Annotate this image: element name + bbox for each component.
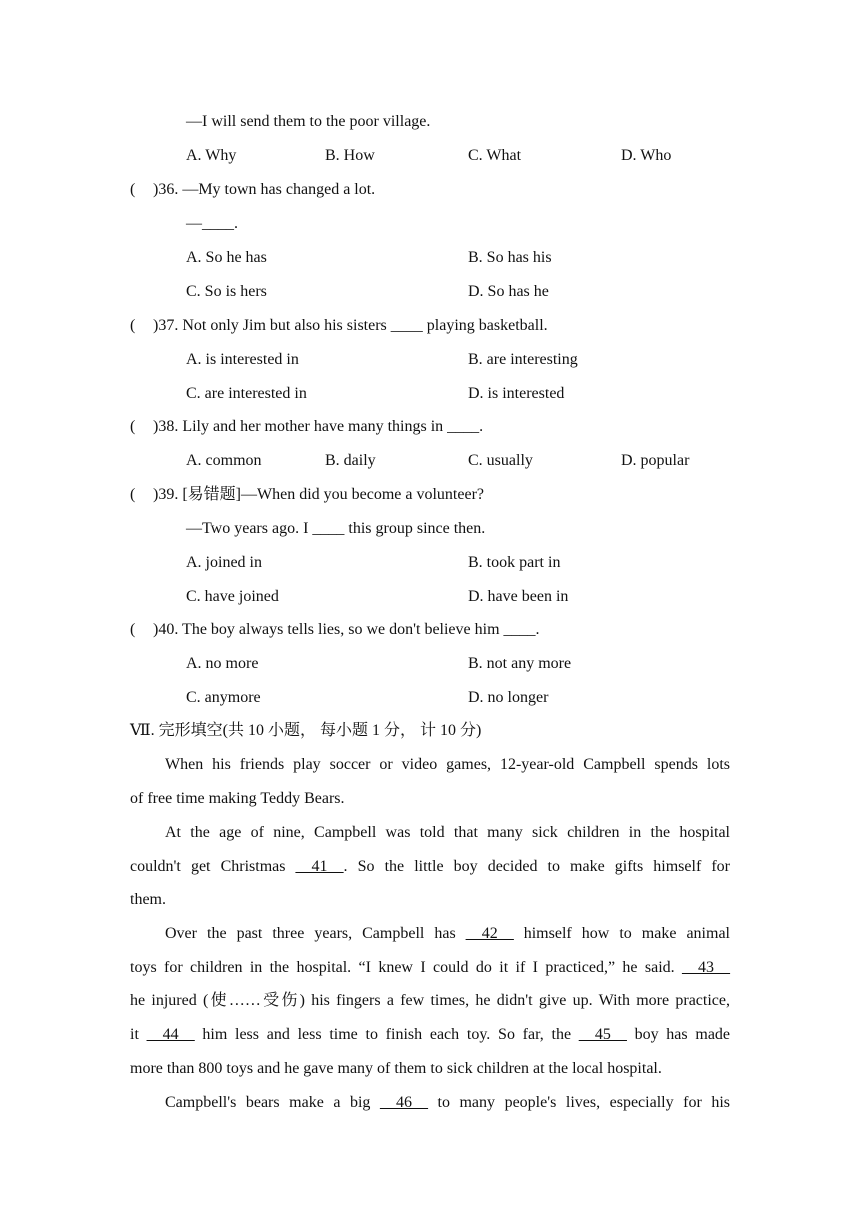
q40-option-a: A. no more [186, 655, 259, 672]
passage-text: it [130, 1026, 147, 1043]
q35-option-b: B. How [325, 147, 375, 164]
q38-question: )38. Lily and her mother have many things in ____. [153, 418, 484, 435]
passage-p3-line4 [130, 1025, 730, 1045]
q35-option-a: A. Why [186, 147, 237, 164]
q35-option-c: C. What [468, 147, 522, 164]
passage-p3-line2 [130, 958, 730, 978]
q38-option-d: D. popular [621, 452, 690, 469]
q37-option-d: D. is interested [468, 385, 565, 402]
q38-option-b: B. daily [325, 452, 376, 469]
q37-option-c: C. are interested in [186, 385, 307, 402]
blank-42: __42__ [465, 925, 514, 942]
q39-option-c: C. have joined [186, 588, 279, 605]
q40-option-b: B. not any more [468, 655, 572, 672]
q39-option-d: D. have been in [468, 588, 569, 605]
passage-p2-line1: At the age of nine, Campbell was told that many sick children in the hospital [165, 824, 730, 841]
q35-option-d: D. Who [621, 147, 672, 164]
passage-text: to many people's lives, especially for his [427, 1094, 730, 1111]
q35-answer-line: —I will send them to the poor village. [186, 113, 431, 130]
q39-paren: ( [130, 486, 136, 503]
q38-option-a: A. common [186, 452, 262, 469]
q36-option-d: D. So has he [468, 283, 549, 300]
q40-option-c: C. anymore [186, 689, 261, 706]
q40-paren: ( [130, 621, 136, 638]
passage-p3-line1 [165, 924, 730, 944]
passage-p1-line1: When his friends play soccer or video games, 12-year-old Campbell spends lots [165, 756, 730, 773]
q36-question: )36. —My town has changed a lot. [153, 181, 376, 198]
passage-p1-line2: of free time making Teddy Bears. [130, 790, 345, 807]
blank-44: __44__ [146, 1026, 195, 1043]
passage-p3-line3: he injured (使……受伤) his fingers a few times, he didn't give up. With more practice, [130, 992, 730, 1009]
q39-question: )39. [易错题]—When did you become a volunteer? [153, 486, 485, 503]
passage-p4-line1 [165, 1093, 730, 1113]
passage-text: him less and less time to finish each toy. So far, the [194, 1026, 579, 1043]
blank-41: __41__ [295, 858, 344, 875]
q36-paren: ( [130, 181, 136, 198]
q39-reply: —Two years ago. I ____ this group since then. [186, 520, 486, 537]
section-heading: Ⅶ. 完形填空(共 10 小题， 每小题 1 分， 计 10 分) [130, 722, 482, 739]
q39-option-b: B. took part in [468, 554, 561, 571]
q36-option-b: B. So has his [468, 249, 552, 266]
q40-option-d: D. no longer [468, 689, 549, 706]
blank-43: __43__ [682, 959, 730, 976]
passage-p2-line3: them. [130, 891, 166, 908]
blank-45: __45__ [578, 1026, 627, 1043]
passage-text: boy has made [626, 1026, 731, 1043]
q36-option-a: A. So he has [186, 249, 267, 266]
q36-option-c: C. So is hers [186, 283, 267, 300]
q37-option-a: A. is interested in [186, 351, 299, 368]
passage-text: himself how to make animal [513, 925, 730, 942]
q37-option-b: B. are interesting [468, 351, 578, 368]
passage-p2-line2 [130, 857, 730, 877]
passage-text: Campbell's bears make a big [165, 1094, 380, 1111]
q40-question: )40. The boy always tells lies, so we don't believe him ____. [153, 621, 540, 638]
passage-text: Over the past three years, Campbell has [165, 925, 466, 942]
q38-option-c: C. usually [468, 452, 533, 469]
passage-text: toys for children in the hospital. “I knew I could do it if I practiced,” he said. [130, 959, 682, 976]
q36-reply: —____. [186, 215, 238, 232]
passage-text: . So the little boy decided to make gifts himself for [343, 858, 731, 875]
q37-paren: ( [130, 317, 136, 334]
q38-paren: ( [130, 418, 136, 435]
q37-question: )37. Not only Jim but also his sisters ____ playing basketball. [153, 317, 548, 334]
blank-46: __46__ [379, 1094, 428, 1111]
passage-text: couldn't get Christmas [130, 858, 296, 875]
q39-option-a: A. joined in [186, 554, 262, 571]
passage-p3-line5: more than 800 toys and he gave many of them to sick children at the local hospital. [130, 1060, 662, 1077]
